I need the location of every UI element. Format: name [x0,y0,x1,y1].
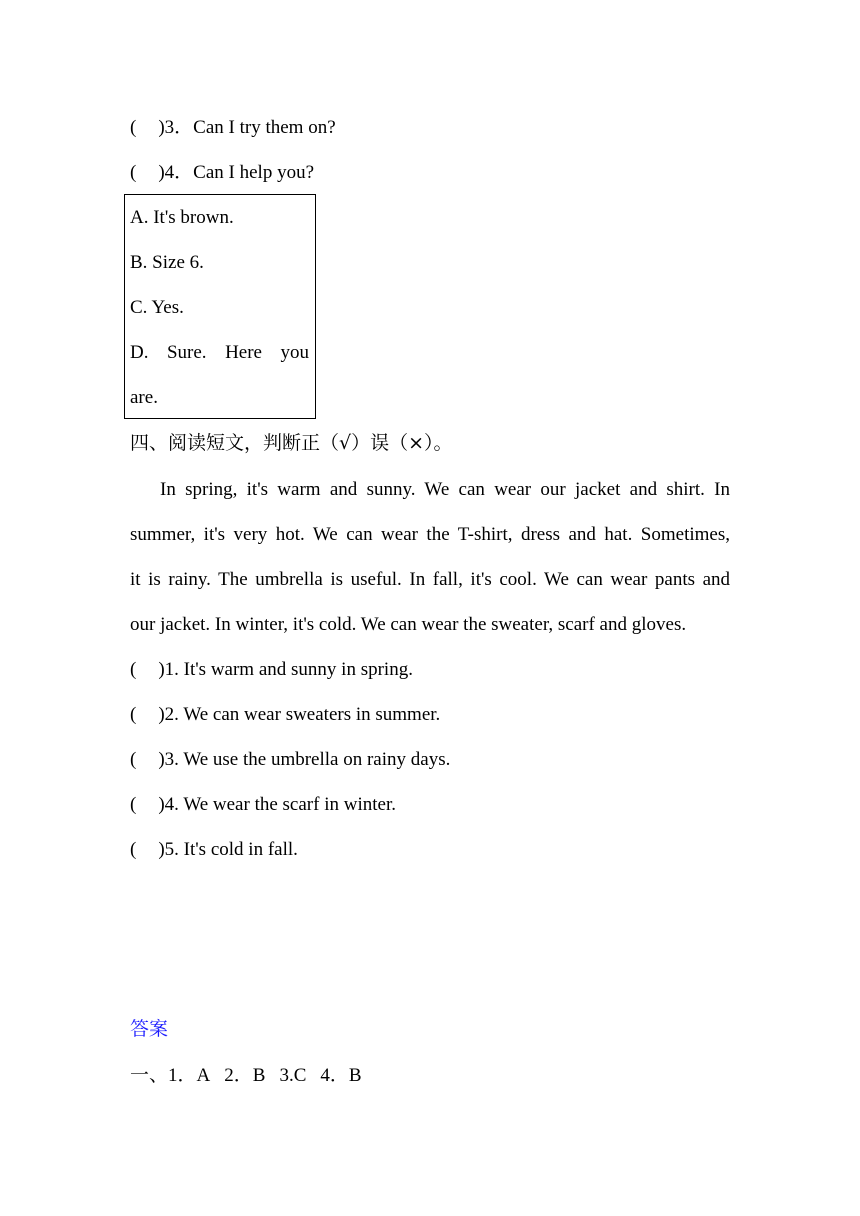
answer-item: 3.C [279,1065,307,1086]
question-paren-open: ( [130,794,137,815]
option-a: A. It's brown. [130,207,234,228]
answer-item: 4．B [320,1065,362,1086]
question-paren-open: ( [130,117,137,138]
question-paren-close: ) [158,659,165,680]
question-text: 3. We use the umbrella on rainy days. [164,749,451,770]
answer-section-prefix: 一、 [130,1064,169,1086]
question-paren-close: ) [158,839,165,860]
question-paren-open: ( [130,839,137,860]
question-paren-open: ( [130,659,137,680]
question-text: Can I help you? [193,162,314,183]
option-d-word: D. [130,342,149,363]
option-c: C. Yes. [130,297,184,318]
answer-item: 2．B [224,1065,266,1086]
question-paren-close: ) [158,117,165,138]
question-text: 5. It's cold in fall. [164,839,298,860]
question-paren-close: ) [158,162,165,183]
question-paren-close: ) [158,749,165,770]
question-paren-open: ( [130,704,137,725]
matching-question-4 [130,161,314,185]
option-d-word: Here [225,342,262,363]
question-paren-open: ( [130,162,137,183]
tf-question-2 [130,703,440,727]
question-text: Can I try them on? [193,117,336,138]
answer-item: 1．A [168,1065,211,1086]
question-paren-close: ) [158,704,165,725]
passage-line: our jacket. In winter, it's cold. We can wear the sweater, scarf and gloves. [130,614,687,635]
answer-heading: 答案 [130,1018,169,1040]
question-text: 1. It's warm and sunny in spring. [164,659,413,680]
answer-options-box [124,194,316,419]
tf-question-1 [130,658,413,682]
matching-question-3 [130,116,336,140]
question-paren-open: ( [130,749,137,770]
tf-question-4 [130,793,396,817]
answer-line-1 [130,1063,362,1088]
question-number: 3． [164,117,194,138]
question-number: 4． [164,162,194,183]
option-d-word: you [280,342,309,363]
passage-line: it is rainy. The umbrella is useful. In fall, it's cool. We can wear pants and [130,569,730,590]
option-d [130,341,309,365]
question-text: 2. We can wear sweaters in summer. [164,704,441,725]
tf-question-3 [130,748,450,772]
question-paren-close: ) [158,794,165,815]
passage-line: summer, it's very hot. We can wear the T-shirt, dress and hat. Sometimes, [130,524,730,545]
passage-line: In spring, it's warm and sunny. We can wear our jacket and shirt. In [160,479,730,500]
tf-question-5 [130,838,298,862]
option-d-continued: are. [130,387,158,408]
option-d-word: Sure. [166,342,207,363]
question-text: 4. We wear the scarf in winter. [164,794,396,815]
section-4-title: 四、阅读短文，判断正（√）误（×）。 [130,432,453,454]
option-b: B. Size 6. [130,252,204,273]
